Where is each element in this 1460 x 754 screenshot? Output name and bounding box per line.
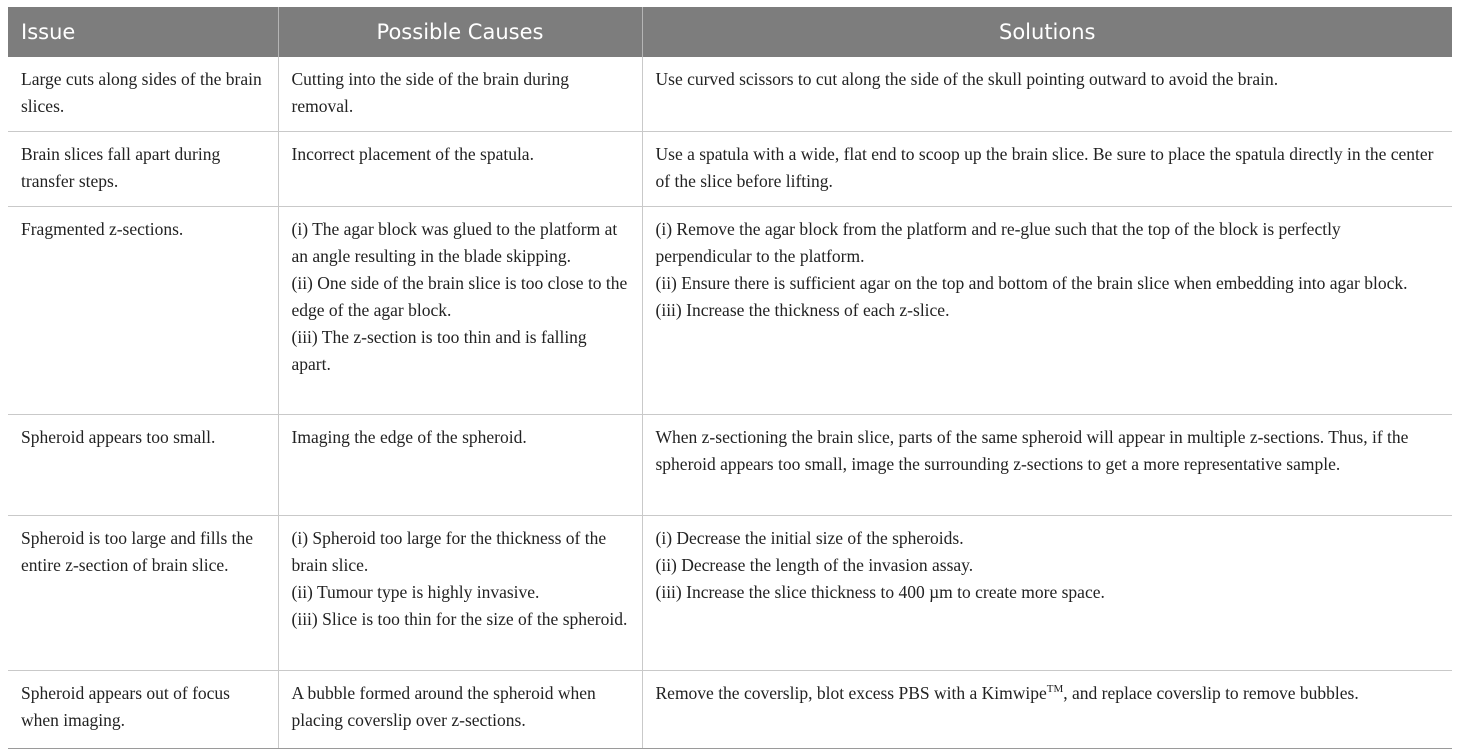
cause-line: Incorrect placement of the spatula.	[291, 143, 534, 164]
table-row	[8, 131, 1452, 206]
solution-line: Use a spatula with a wide, flat end to scoop up the brain slice. Be sure to place the spatula directly in the center of the slice before lifting.	[655, 143, 1434, 191]
solution-line: (ii) Decrease the length of the invasion assay.	[655, 554, 974, 575]
solution-line: (iii) Increase the slice thickness to 400 µm to create more space.	[655, 581, 1105, 602]
solution-line: Use curved scissors to cut along the side of the skull pointing outward to avoid the brain.	[655, 69, 1279, 89]
table-row	[8, 670, 1452, 748]
issue-cell: Spheroid appears too small.	[8, 414, 278, 515]
header-issue: Issue	[8, 7, 278, 57]
issue-cell: Spheroid is too large and fills the entire z-section of brain slice.	[8, 515, 278, 670]
cause-line: (iii) The z-section is too thin and is falling apart.	[291, 326, 587, 374]
cause-line: (ii) Tumour type is highly invasive.	[291, 581, 540, 602]
solutions-cell	[642, 515, 1452, 670]
solutions-cell	[642, 670, 1452, 748]
table-row	[8, 515, 1452, 670]
header-row	[8, 7, 1452, 57]
solution-line: (i) Decrease the initial size of the spheroids.	[655, 527, 964, 548]
solution-line: (i) Remove the agar block from the platform and re-glue such that the top of the block is perfectly perpendicular to the platform.	[655, 218, 1341, 266]
cause-line: (i) Spheroid too large for the thickness of the brain slice.	[291, 527, 607, 575]
solution-line: (iii) Increase the thickness of each z-slice.	[655, 299, 950, 320]
header-possible-causes: Possible Causes	[278, 7, 642, 57]
table-row	[8, 414, 1452, 515]
causes-cell	[278, 131, 642, 206]
cause-line: A bubble formed around the spheroid when placing coverslip over z-sections.	[291, 682, 596, 730]
issue-cell: Brain slices fall apart during transfer steps.	[8, 131, 278, 206]
solution-line: (ii) Ensure there is sufficient agar on the top and bottom of the brain slice when embedding into agar block.	[655, 272, 1408, 293]
causes-cell	[278, 57, 642, 131]
cause-line: Imaging the edge of the spheroid.	[291, 426, 527, 447]
issue-cell: Large cuts along sides of the brain slices.	[8, 57, 278, 131]
troubleshooting-table-container	[8, 7, 1452, 749]
solutions-cell	[642, 206, 1452, 414]
causes-cell	[278, 414, 642, 515]
table-row	[8, 57, 1452, 131]
causes-cell	[278, 206, 642, 414]
table-body	[8, 57, 1452, 748]
cause-line: (i) The agar block was glued to the platform at an angle resulting in the blade skipping.	[291, 218, 618, 266]
issue-cell: Spheroid appears out of focus when imaging.	[8, 670, 278, 748]
solution-line: When z-sectioning the brain slice, parts of the same spheroid will appear in multiple z-sections. Thus, if the spheroid appears too small, image the surrounding z-sections to get a more representative sample.	[655, 426, 1409, 474]
solutions-cell	[642, 131, 1452, 206]
trademark-superscript: TM	[1046, 682, 1064, 695]
causes-cell	[278, 670, 642, 748]
cause-line: (iii) Slice is too thin for the size of the spheroid.	[291, 608, 628, 629]
solution-text-part: , and replace coverslip to remove bubbles.	[1063, 682, 1359, 703]
troubleshooting-table	[8, 7, 1452, 749]
solutions-cell	[642, 414, 1452, 515]
cause-line: Cutting into the side of the brain during removal.	[291, 69, 570, 116]
causes-cell	[278, 515, 642, 670]
solution-text-part: Remove the coverslip, blot excess PBS with a Kimwipe	[655, 682, 1047, 703]
solution-line	[656, 680, 1440, 707]
header-solutions: Solutions	[642, 7, 1452, 57]
table-header	[8, 7, 1452, 57]
solutions-cell	[642, 57, 1452, 131]
table-row	[8, 206, 1452, 414]
issue-cell: Fragmented z-sections.	[8, 206, 278, 414]
cause-line: (ii) One side of the brain slice is too close to the edge of the agar block.	[291, 272, 628, 320]
